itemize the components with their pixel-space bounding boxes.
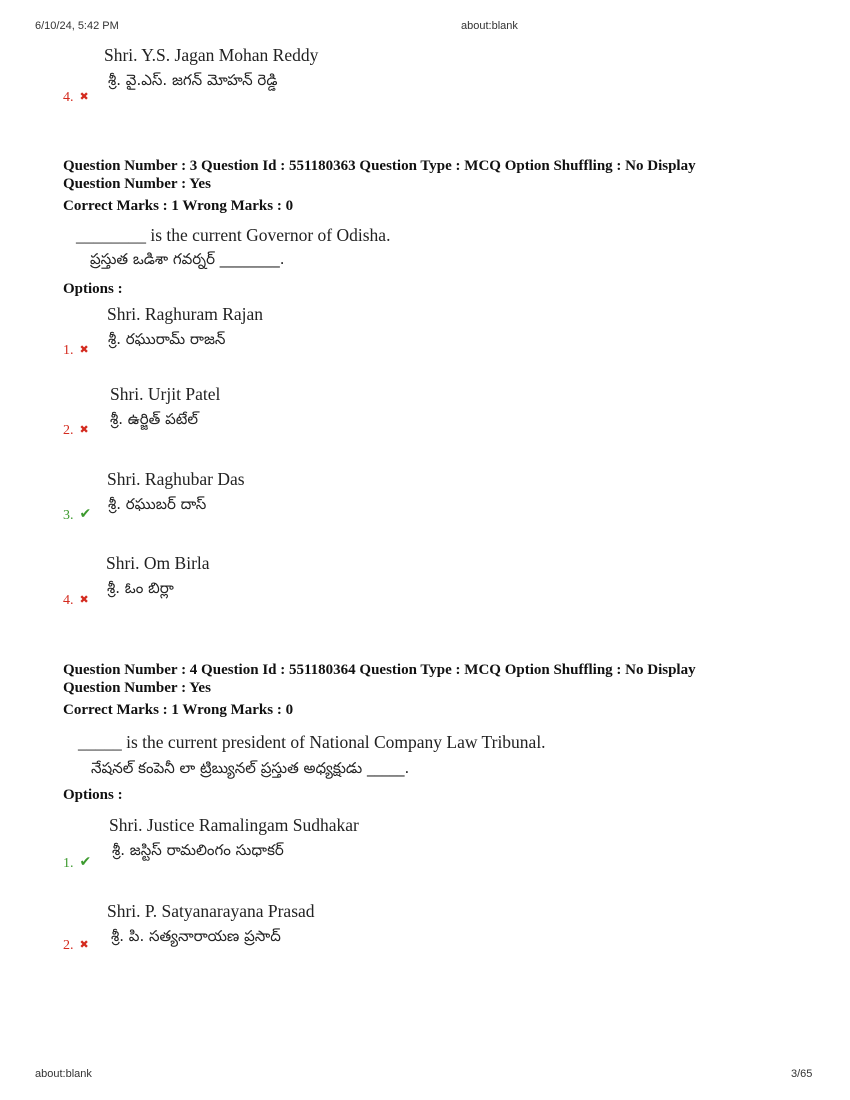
prev-option-4-english: Shri. Y.S. Jagan Mohan Reddy xyxy=(104,45,319,65)
option-number: 1. xyxy=(63,856,74,871)
correct-check-icon: ✔ xyxy=(79,506,92,522)
wrong-mark-icon: ✖ xyxy=(79,343,89,356)
q4-option-2-english: Shri. P. Satyanarayana Prasad xyxy=(107,901,315,921)
print-footer-url: about:blank xyxy=(35,1068,92,1080)
option-number: 2. xyxy=(63,423,74,438)
q3-option-1-english: Shri. Raghuram Rajan xyxy=(107,304,264,324)
q3-question-telugu: ప్రస్తుత ఒడిశా గవర్నర్ ________. xyxy=(90,250,285,268)
q4-option-1-english: Shri. Justice Ramalingam Sudhakar xyxy=(109,815,359,835)
q4-question-english: _____ is the current president of National Company Law Tribunal. xyxy=(78,732,546,752)
option-number: 3. xyxy=(63,508,74,523)
q3-option-2-english: Shri. Urjit Patel xyxy=(110,384,221,404)
q4-option-2-telugu: శ్రీ. పి. సత్యనారాయణ ప్రసాద్ xyxy=(111,927,281,945)
wrong-mark-icon: ✖ xyxy=(79,423,89,436)
q3-option-2-number xyxy=(63,421,89,439)
option-number: 1. xyxy=(63,343,74,358)
q3-marks: Correct Marks : 1 Wrong Marks : 0 xyxy=(63,198,294,214)
q3-option-3-english: Shri. Raghubar Das xyxy=(107,469,245,489)
q3-option-1-telugu: శ్రీ. రఘురామ్ రాజన్ xyxy=(108,330,226,348)
print-datetime: 6/10/24, 5:42 PM xyxy=(35,20,119,32)
q3-question-english: ________ is the current Governor of Odisha. xyxy=(76,225,391,245)
q4-options-label: Options : xyxy=(63,787,123,803)
option-number: 2. xyxy=(63,938,74,953)
print-page-title: about:blank xyxy=(461,20,518,32)
q3-option-4-number xyxy=(63,591,89,609)
q3-option-4-telugu: శ్రీ. ఓం బిర్లా xyxy=(107,579,174,597)
wrong-mark-icon: ✖ xyxy=(79,90,89,103)
q3-meta-line-1: Question Number : 3 Question Id : 551180363 Question Type : MCQ Option Shuffling : No Display xyxy=(63,158,696,174)
q3-option-1-number xyxy=(63,341,89,359)
q4-option-2-number xyxy=(63,936,89,954)
print-page-number: 3/65 xyxy=(791,1068,813,1080)
q3-option-3-number xyxy=(63,506,91,524)
q3-option-2-telugu: శ్రీ. ఉర్జిత్ పటేల్ xyxy=(110,410,198,428)
q4-marks: Correct Marks : 1 Wrong Marks : 0 xyxy=(63,702,294,718)
wrong-mark-icon: ✖ xyxy=(79,938,89,951)
q3-option-3-telugu: శ్రీ. రఘుబర్ దాస్ xyxy=(108,495,207,513)
prev-option-4-number xyxy=(63,88,89,106)
option-number: 4. xyxy=(63,90,74,105)
option-number: 4. xyxy=(63,593,74,608)
q4-meta-line-2: Question Number : Yes xyxy=(63,680,211,696)
wrong-mark-icon: ✖ xyxy=(79,593,89,606)
q3-meta-line-2: Question Number : Yes xyxy=(63,176,211,192)
correct-check-icon: ✔ xyxy=(79,854,92,870)
prev-option-4-telugu: శ్రీ. వై.ఎస్. జగన్ మోహన్ రెడ్డి xyxy=(108,71,278,89)
q4-meta-line-1: Question Number : 4 Question Id : 551180364 Question Type : MCQ Option Shuffling : No Display xyxy=(63,662,696,678)
q3-options-label: Options : xyxy=(63,281,123,297)
q3-option-4-english: Shri. Om Birla xyxy=(106,553,210,573)
q4-option-1-telugu: శ్రీ. జస్టిస్ రామలింగం సుధాకర్ xyxy=(112,841,284,859)
q4-question-telugu: నేషనల్ కంపెనీ లా ట్రిబ్యునల్ ప్రస్తుత అధ్యక్షుడు _____. xyxy=(91,759,410,777)
q4-option-1-number xyxy=(63,854,91,872)
